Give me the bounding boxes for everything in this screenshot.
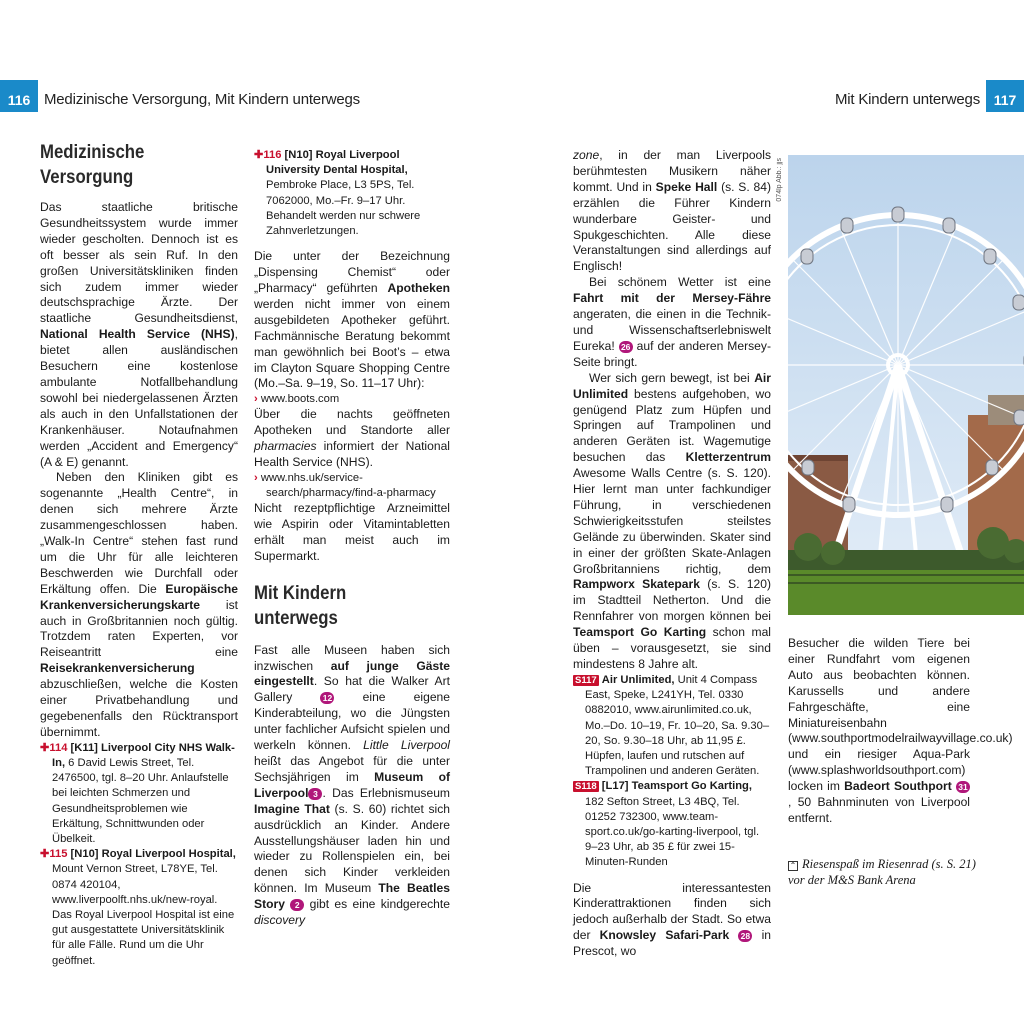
- map-pin-badge: 28: [738, 930, 752, 942]
- column-3: [573, 148, 771, 960]
- listing-entry-117: S117 Air Unlimited, Unit 4 Compass East, Speke, L241YH, Tel. 0330 0882010, www.airunlimited.co.uk, Mo.–Do. 10–19, Fr. 10–20, Sa. 9.30–20, So. 9.30–18 Uhr, ab 11,95 £. Hüpfen, laufen und rutschen auf Trampolinen und anderen Geräten.: [575, 673, 770, 778]
- paragraph: Neben den Kliniken gibt es sogenannte „Health Centre“, in denen sich mehrere Ärzte zusammengeschlossen haben. „Walk-In Centre“ stehen fast rund um die Uhr für alle leichteren Beschwerden wie Durchfall oder Erkältung offen. Die Europäische Krankenversicherungskarte ist auch in Großbritannien noch gültig. Trotzdem raten Experten, vor Reiseantritt eine Reisekrankenversicherung abzuschließen, welche die Kosten einer Privatbehandlung und gegebenenfalls den Rücktransport übernimmt.: [40, 470, 238, 739]
- paragraph: Bei schönem Wetter ist eine Fahrt mit der Mersey-Fähre angeraten, die einen in die Technik- und Wissenschaftserlebniswelt Eureka! 26 auf der anderen Mersey-Seite bringt.: [573, 275, 771, 369]
- map-pin-badge: 31: [956, 781, 970, 793]
- column-4: [788, 636, 1013, 827]
- section-heading-children: Mit Kindern unterwegs: [254, 581, 347, 629]
- plus-icon: ✚: [254, 149, 264, 161]
- running-title-right: Mit Kindern unterwegs: [834, 91, 980, 108]
- paragraph: Besucher die wilden Tiere bei einer Rundfahrt vom eigenen Auto aus beobachten können. Karussells und andere Fahrgeschäfte, eine Miniatureisenbahn (www.southportmodelrailwayvillage.co.uk) und ein riesiger Aqua-Park (www.splashworldsouthport.com) locken im Badeort Southport 31, 50 Bahnminuten von Liverpool entfernt.: [788, 636, 1013, 825]
- photo-credit: 074lp Abb.: jjs: [776, 158, 783, 202]
- web-link[interactable]: › www.boots.com: [254, 393, 340, 406]
- plus-icon: ✚: [40, 848, 50, 861]
- listing-entry-115: ✚115 [N10] Royal Liverpool Hospital, Mount Vernon Street, L78YE, Tel. 0874 420104, www.liverpoolft.nhs.uk/new-royal. Das Royal Liverpool Hospital ist eine gut ausgestattete Universitätsklinik für alle Fälle. Rund um die Uhr geöffnet.: [40, 848, 236, 967]
- s-badge: S117: [575, 674, 597, 686]
- listing-entry-114: ✚114 [K11] Liverpool City NHS Walk-In, 6 David Lewis Street, Tel. 2476500, tgl. 8–20 Uhr. Anlaufstelle bei leichten Schmerzen und Gesundheitsproblemen wie Erkältung, Schnittwunden oder Übelkeit.: [40, 741, 235, 846]
- paragraph: Über die nachts geöffneten Apotheken und Standorte aller pharmacies informiert der National Health Service (NHS).: [254, 407, 450, 470]
- photo-caption: ⌃ Riesenspaß im Riesenrad (s. S. 21) vor der M&S Bank Arena: [788, 857, 976, 887]
- map-pin-badge: 3: [308, 788, 322, 800]
- section-heading-medical: Medizinische Versorgung: [40, 141, 145, 188]
- page-number-left: 116: [0, 80, 38, 112]
- column-1: [40, 140, 238, 969]
- paragraph: zone, in der man Liverpools berühmtesten Musikern näher kommt. Und in Speke Hall (s. S. 84) erzählen die Führer Kindern wunderbare Geister- und Spukgeschichten. Alle diese Veranstaltungen sind allerdings auf Englisch!: [573, 148, 772, 274]
- paragraph: Fast alle Museen haben sich inzwischen auf junge Gäste eingestellt. So hat die Walker Art Gallery 12 eine eigene Kinderabteilung, wo die Jüngsten unter fachlicher Aufsicht spielen und werkeln können. Little Liverpool heißt das Angebot für die unter Sechsjährigen im Museum of Liverpool 3 . Das Erlebnismuseum Imagine That (s. S. 60) richtet sich ausdrücklich an Kinder. Andere Ausstellungshäuser laden hin und wieder zu Rollenspielen ein, bei denen sich Kinder verkleiden können. Im Museum The Beatles Story 2 gibt es eine kindgerechte discovery: [254, 642, 451, 928]
- page-number-right: 117: [986, 80, 1024, 112]
- paragraph: Das staatliche britische Gesundheitssystem wurde immer wieder gescholten. Dennoch ist es oft besser als sein Ruf. In den großen Universitätskliniken finden sich zudem immer wieder deutschsprachige Ärzte. Der staatliche Gesundheitsdienst, National Health Service (NHS), bietet allen ausländischen Besuchern eine kostenlose ambulante Notfallbehandlung sowohl bei niedergelassenen Ärzten als auch in den Unfallstationen der Krankenhäuser. Notaufnahmen werden „Accident and Emergency“ (A & E) genannt.: [40, 200, 238, 469]
- paragraph: Die interessantesten Kinderattraktionen finden sich jedoch außerhalb der Stadt. So etwa der Knowsley Safari-Park 28 in Prescot, wo: [573, 880, 771, 959]
- s-badge: S118: [575, 781, 597, 793]
- map-pin-badge: 26: [619, 341, 633, 353]
- page-header-right: [829, 80, 1024, 112]
- web-link[interactable]: › www.nhs.uk/service-search/pharmacy/find-a-pharmacy: [254, 472, 436, 499]
- listing-entry-116: ✚116 [N10] Royal Liverpool University Dental Hospital, Pembroke Place, L3 5PS, Tel. 7062000, Mo.–Fr. 9–17 Uhr. Behandelt werden nur schwere Zahnverletzungen.: [254, 149, 421, 238]
- arrow-up-icon: ⌃: [789, 861, 797, 870]
- paragraph: Die unter der Bezeichnung „Dispensing Chemist“ oder „Pharmacy“ geführten Apotheken werden nicht immer von einem ausgebildeten Apotheker geführt. Fachmännische Beratung bekommt man gewöhnlich bei Boot’s – etwa im Clayton Square Shopping Centre (Mo.–Sa. 9–19, So. 11–17 Uhr):: [254, 249, 450, 391]
- chevron-right-icon: ›: [254, 393, 258, 406]
- paragraph: Wer sich gern bewegt, ist bei Air Unlimited bestens aufgehoben, wo genügend Platz zum Hüpfen und Springen auf Trampolinen und anderen Geräten ist. Wagemutige besuchen das Kletterzentrum Awesome Walls Centre (s. S. 120). Hier lernt man unter fachkundiger Führung, in verschiedenen Schwierigkeitsstufen steilstes Gelände zu überwinden. Skater sind in einer der größten Skate-Anlagen Großbritanniens richtig, dem Rampworx Skatepark (s. S. 120) im Stadtteil Netherton. Und die Rennfahrer von morgen können bei Teamsport Go Karting schon mal üben – vorausgesetzt, sie sind mindestens 8 Jahre alt.: [573, 370, 771, 671]
- map-pin-badge: 12: [320, 692, 334, 704]
- page-header-left: [0, 80, 366, 112]
- column-2: [254, 148, 450, 929]
- map-pin-badge: 2: [290, 899, 304, 911]
- listing-entry-118: S118 [L17] Teamsport Go Karting, 182 Sefton Street, L3 4BQ, Tel. 01252 732300, www.team-sport.co.uk/go-karting-liverpool, tgl. 9–23 Uhr, ab 35 £ für zwei 15-Minuten-Runden: [575, 780, 760, 869]
- paragraph: Nicht rezeptpflichtige Arzneimittel wie Aspirin oder Vitamintabletten erhält man meist auch im Supermarkt.: [254, 501, 450, 563]
- plus-icon: ✚: [40, 741, 50, 754]
- running-title-left: Medizinische Versorgung, Mit Kindern unterwegs: [44, 91, 360, 108]
- chevron-right-icon: ›: [254, 472, 258, 484]
- ferris-wheel-photo: [788, 155, 1024, 615]
